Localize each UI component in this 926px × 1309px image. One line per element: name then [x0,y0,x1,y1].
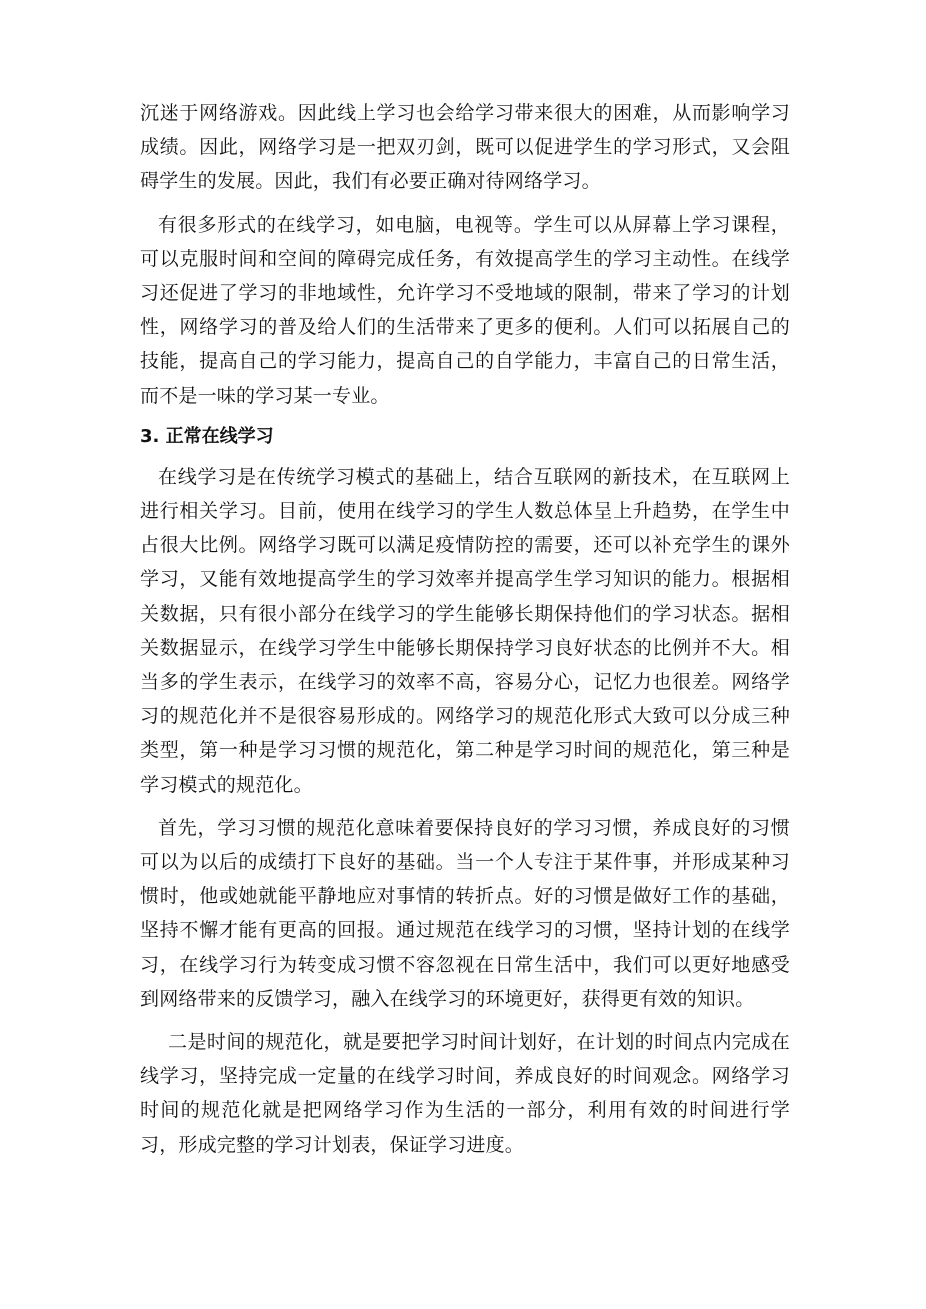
paragraph-continuation: 沉迷于网络游戏。因此线上学习也会给学习带来很大的困难，从而影响学习成绩。因此，网络学习是一把双刃剑，既可以促进学生的学习形式，又会阻碍学生的发展。因此，我们有必要正确对待网络学习。 [140,102,790,193]
paragraph-online-learning-overview: 在线学习是在传统学习模式的基础上，结合互联网的新技术，在互联网上进行相关学习。目前，使用在线学习的学生人数总体呈上升趋势，在学生中占很大比例。网络学习既可以满足疫情防控的需要，还可以补充学生的课外学习，又能有效地提高学生的学习效率并提高学生学习知识的能力。根据相关数据，只有很小部分在线学习的学生能够长期保持他们的学习状态。据相关数据显示，在线学习学生中能够长期保持学习良好状态的比例并不大。相当多的学生表示，在线学习的效率不高，容易分心，记忆力也很差。网络学习的规范化并不是很容易形成的。网络学习的规范化形式大致可以分成三种类型，第一种是学习习惯的规范化，第二种是学习时间的规范化，第三种是学习模式的规范化。 [140,465,790,796]
section-heading: 3. 正常在线学习 [140,425,274,447]
paragraph-habit-standardization: 首先，学习习惯的规范化意味着要保持良好的学习习惯，养成良好的习惯可以为以后的成绩打下良好的基础。当一个人专注于某件事，并形成某种习惯时，他或她就能平静地应对事情的转折点。好的习惯是做好工作的基础，坚持不懈才能有更高的回报。通过规范在线学习的习惯，坚持计划的在线学习，在线学习行为转变成习惯不容忽视在日常生活中，我们可以更好地感受到网络带来的反馈学习，融入在线学习的环境更好，获得更有效的知识。 [140,816,790,1010]
paragraph-time-standardization: 二是时间的规范化，就是要把学习时间计划好，在计划的时间点内完成在线学习，坚持完成一定量的在线学习时间，养成良好的时间观念。网络学习时间的规范化就是把网络学习作为生活的一部分，利用有效的时间进行学习，形成完整的学习计划表，保证学习进度。 [140,1031,790,1156]
paragraph-online-learning-forms: 有很多形式的在线学习，如电脑，电视等。学生可以从屏幕上学习课程，可以克服时间和空间的障碍完成任务，有效提高学生的学习主动性。在线学习还促进了学习的非地域性，允许学习不受地域的限制，带来了学习的计划性，网络学习的普及给人们的生活带来了更多的便利。人们可以拓展自己的技能，提高自己的学习能力，提高自己的自学能力，丰富自己的日常生活，而不是一味的学习某一专业。 [140,213,790,407]
document-page [140,96,790,1276]
